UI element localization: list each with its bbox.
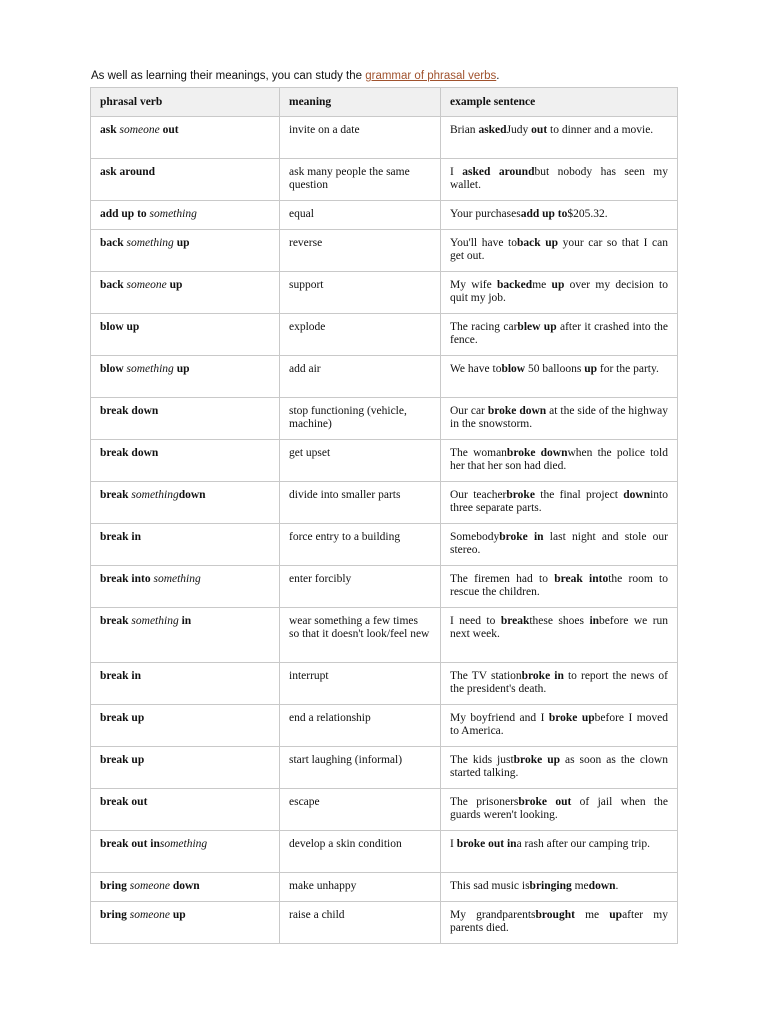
phrasal-verb-part: something: [149, 208, 197, 220]
example-cell: [441, 608, 678, 663]
example-part: up: [551, 279, 565, 291]
example-cell: [441, 117, 678, 159]
phrasal-verb-part: break down: [100, 447, 159, 459]
phrasal-verb-part: break up: [100, 712, 145, 724]
example-part: as soon as the clown started talking.: [450, 754, 668, 779]
example-part: broke in: [499, 531, 544, 543]
meaning-cell: invite on a date: [280, 117, 441, 159]
example-part: The racing car: [450, 321, 518, 333]
meaning-cell: explode: [280, 314, 441, 356]
example-part: after my parents died.: [450, 909, 668, 934]
example-part: I: [450, 166, 463, 178]
table-row: [91, 159, 678, 201]
phrasal-verb-part: break: [100, 615, 132, 627]
meaning-cell: raise a child: [280, 902, 441, 944]
example-part: me: [574, 909, 610, 921]
example-part: me: [532, 279, 552, 291]
example-cell: [441, 747, 678, 789]
phrasal-verb-part: down: [178, 489, 206, 501]
phrasal-verb-part: back: [100, 279, 127, 291]
phrasal-verb-cell: [91, 608, 280, 663]
example-part: Somebody: [450, 531, 500, 543]
example-part: .: [615, 880, 619, 892]
example-part: The TV station: [450, 670, 522, 682]
phrasal-verb-cell: [91, 482, 280, 524]
header-example: example sentence: [441, 88, 678, 117]
example-part: break into: [554, 573, 609, 585]
table-row: [91, 117, 678, 159]
example-part: $205.32.: [567, 208, 608, 220]
meaning-cell: end a relationship: [280, 705, 441, 747]
table-row: [91, 272, 678, 314]
example-part: in: [589, 615, 600, 627]
grammar-link[interactable]: grammar of phrasal verbs: [365, 70, 497, 82]
example-part: of jail when the guards weren't looking.: [450, 796, 668, 821]
example-cell: [441, 524, 678, 566]
phrasal-verb-cell: [91, 201, 280, 230]
example-part: I need to: [450, 615, 501, 627]
phrasal-verb-part: someone: [126, 279, 167, 291]
meaning-cell: divide into smaller parts: [280, 482, 441, 524]
intro-end: .: [496, 70, 500, 82]
phrasal-verb-part: break out: [100, 796, 148, 808]
example-cell: [441, 230, 678, 272]
table-row: [91, 566, 678, 608]
phrasal-verb-part: add up to: [100, 208, 150, 220]
phrasal-verb-part: something: [126, 237, 174, 249]
phrasal-verb-part: in: [178, 615, 192, 627]
phrasal-verb-cell: [91, 159, 280, 201]
example-part: asked: [478, 124, 507, 136]
table-row: [91, 356, 678, 398]
meaning-cell: escape: [280, 789, 441, 831]
phrasal-verb-cell: [91, 873, 280, 902]
meaning-cell: equal: [280, 201, 441, 230]
phrasal-verb-part: something: [131, 615, 179, 627]
header-meaning: meaning: [280, 88, 441, 117]
table-body: [91, 117, 678, 944]
example-part: asked around: [462, 166, 535, 178]
example-part: blow: [501, 363, 526, 375]
header-row: [91, 88, 678, 117]
phrasal-verb-part: break in: [100, 670, 142, 682]
example-part: Your purchases: [450, 208, 521, 220]
example-cell: [441, 356, 678, 398]
phrasal-verb-part: something: [131, 489, 179, 501]
phrasal-verb-cell: [91, 789, 280, 831]
example-cell: [441, 873, 678, 902]
phrasal-verb-part: break down: [100, 405, 159, 417]
table-row: [91, 705, 678, 747]
example-part: broke up: [548, 712, 595, 724]
example-part: the final project: [534, 489, 624, 501]
example-part: up: [584, 363, 598, 375]
example-part: My boyfriend and I: [450, 712, 549, 724]
phrasal-verb-cell: [91, 831, 280, 873]
phrasal-verb-part: up: [173, 363, 190, 375]
example-part: broke down: [487, 405, 547, 417]
example-cell: [441, 482, 678, 524]
example-part: to dinner and a movie.: [547, 124, 654, 136]
phrasal-verb-part: out: [159, 124, 179, 136]
example-part: these shoes: [529, 615, 590, 627]
example-part: down: [588, 880, 616, 892]
example-part: your car so that I can get out.: [450, 237, 668, 262]
example-part: into three separate parts.: [450, 489, 668, 514]
example-part: broke out in: [456, 838, 517, 850]
meaning-cell: get upset: [280, 440, 441, 482]
meaning-cell: enter forcibly: [280, 566, 441, 608]
example-part: My wife: [450, 279, 498, 291]
meaning-cell: wear something a few times so that it doesn't look/feel new: [280, 608, 441, 663]
example-part: to report the news of the president's death.: [450, 670, 668, 695]
phrasal-verb-part: down: [169, 880, 200, 892]
phrasal-verb-part: break into: [100, 573, 154, 585]
example-cell: [441, 663, 678, 705]
phrasal-verb-cell: [91, 272, 280, 314]
intro-text: [91, 70, 691, 82]
table-row: [91, 440, 678, 482]
phrasal-verb-part: blow: [100, 363, 127, 375]
example-cell: [441, 398, 678, 440]
example-part: backed: [497, 279, 533, 291]
example-part: Our teacher: [450, 489, 507, 501]
phrasal-verb-part: something: [126, 363, 174, 375]
phrasal-verb-part: bring: [100, 909, 130, 921]
example-part: We have to: [450, 363, 502, 375]
example-cell: [441, 789, 678, 831]
example-part: broke up: [513, 754, 560, 766]
example-part: after it crashed into the fence.: [450, 321, 668, 346]
phrasal-verb-cell: [91, 314, 280, 356]
example-part: up: [609, 909, 623, 921]
meaning-cell: make unhappy: [280, 873, 441, 902]
example-part: before I moved to America.: [450, 712, 669, 737]
meaning-cell: ask many people the same question: [280, 159, 441, 201]
example-part: me: [571, 880, 589, 892]
example-part: broke down: [506, 447, 568, 459]
meaning-cell: reverse: [280, 230, 441, 272]
example-part: out: [531, 124, 548, 136]
example-part: the room to rescue the children.: [450, 573, 669, 598]
table-row: [91, 482, 678, 524]
example-part: at the side of the highway in the snowstorm.: [450, 405, 668, 430]
example-part: Brian: [450, 124, 479, 136]
phrasal-verb-part: someone: [119, 124, 160, 136]
example-part: I: [450, 838, 457, 850]
meaning-cell: support: [280, 272, 441, 314]
example-cell: [441, 831, 678, 873]
example-part: before we run next week.: [450, 615, 669, 640]
table-row: [91, 789, 678, 831]
meaning-cell: add air: [280, 356, 441, 398]
phrasal-verb-cell: [91, 230, 280, 272]
phrasal-verbs-table: [90, 87, 678, 944]
table-row: [91, 314, 678, 356]
phrasal-verb-part: break up: [100, 754, 145, 766]
phrasal-verb-part: up: [166, 279, 183, 291]
example-part: 50 balloons: [525, 363, 585, 375]
phrasal-verb-cell: [91, 398, 280, 440]
example-cell: [441, 201, 678, 230]
example-part: add up to: [520, 208, 568, 220]
header-phrasal-verb: phrasal verb: [91, 88, 280, 117]
table-row: [91, 230, 678, 272]
example-part: Judy: [506, 124, 532, 136]
table-row: [91, 524, 678, 566]
example-part: My grandparents: [450, 909, 536, 921]
example-part: for the party.: [597, 363, 659, 375]
example-part: when the police told her that her son had died.: [450, 447, 669, 472]
phrasal-verb-cell: [91, 663, 280, 705]
example-part: last night and stole our stereo.: [450, 531, 669, 556]
table-row: [91, 663, 678, 705]
meaning-cell: interrupt: [280, 663, 441, 705]
example-part: broke in: [521, 670, 564, 682]
example-part: This sad music is: [450, 880, 530, 892]
example-part: Our car: [450, 405, 488, 417]
example-part: You'll have to: [450, 237, 517, 249]
example-part: blew up: [517, 321, 557, 333]
meaning-cell: stop functioning (vehicle, machine): [280, 398, 441, 440]
phrasal-verb-cell: [91, 524, 280, 566]
example-part: The firemen had to: [450, 573, 555, 585]
phrasal-verb-part: blow up: [100, 321, 140, 333]
table-row: [91, 201, 678, 230]
example-part: broke out: [518, 796, 572, 808]
phrasal-verb-part: someone: [129, 909, 170, 921]
example-part: The kids just: [450, 754, 514, 766]
example-part: brought: [535, 909, 575, 921]
table-row: [91, 747, 678, 789]
example-part: bringing: [529, 880, 572, 892]
phrasal-verb-part: back: [100, 237, 127, 249]
phrasal-verb-part: up: [173, 237, 190, 249]
table-row: [91, 873, 678, 902]
table-row: [91, 902, 678, 944]
example-cell: [441, 566, 678, 608]
phrasal-verb-part: something: [153, 573, 201, 585]
phrasal-verb-part: ask around: [100, 166, 156, 178]
phrasal-verb-part: bring: [100, 880, 130, 892]
intro-lead: As well as learning their meanings, you can study the: [91, 70, 366, 82]
phrasal-verb-part: break out in: [100, 838, 160, 850]
meaning-cell: force entry to a building: [280, 524, 441, 566]
meaning-cell: develop a skin condition: [280, 831, 441, 873]
phrasal-verb-cell: [91, 566, 280, 608]
example-part: break: [500, 615, 530, 627]
example-cell: [441, 705, 678, 747]
example-part: a rash after our camping trip.: [516, 838, 651, 850]
example-cell: [441, 440, 678, 482]
example-cell: [441, 272, 678, 314]
example-part: down: [623, 489, 651, 501]
table-row: [91, 608, 678, 663]
example-part: The woman: [450, 447, 507, 459]
phrasal-verb-cell: [91, 747, 280, 789]
phrasal-verb-part: someone: [129, 880, 170, 892]
phrasal-verb-cell: [91, 902, 280, 944]
phrasal-verb-cell: [91, 440, 280, 482]
phrasal-verb-cell: [91, 117, 280, 159]
example-part: broke: [506, 489, 535, 501]
example-part: but nobody has seen my wallet.: [450, 166, 668, 191]
phrasal-verb-part: something: [159, 838, 208, 850]
table-row: [91, 831, 678, 873]
phrasal-verb-part: break: [100, 489, 132, 501]
phrasal-verb-part: up: [169, 909, 186, 921]
example-part: back up: [516, 237, 559, 249]
example-cell: [441, 902, 678, 944]
phrasal-verb-part: ask: [100, 124, 120, 136]
example-part: The prisoners: [450, 796, 519, 808]
phrasal-verb-cell: [91, 705, 280, 747]
phrasal-verb-cell: [91, 356, 280, 398]
example-cell: [441, 159, 678, 201]
example-cell: [441, 314, 678, 356]
table-row: [91, 398, 678, 440]
phrasal-verb-part: break in: [100, 531, 142, 543]
meaning-cell: start laughing (informal): [280, 747, 441, 789]
example-part: over my decision to quit my job.: [450, 279, 668, 304]
